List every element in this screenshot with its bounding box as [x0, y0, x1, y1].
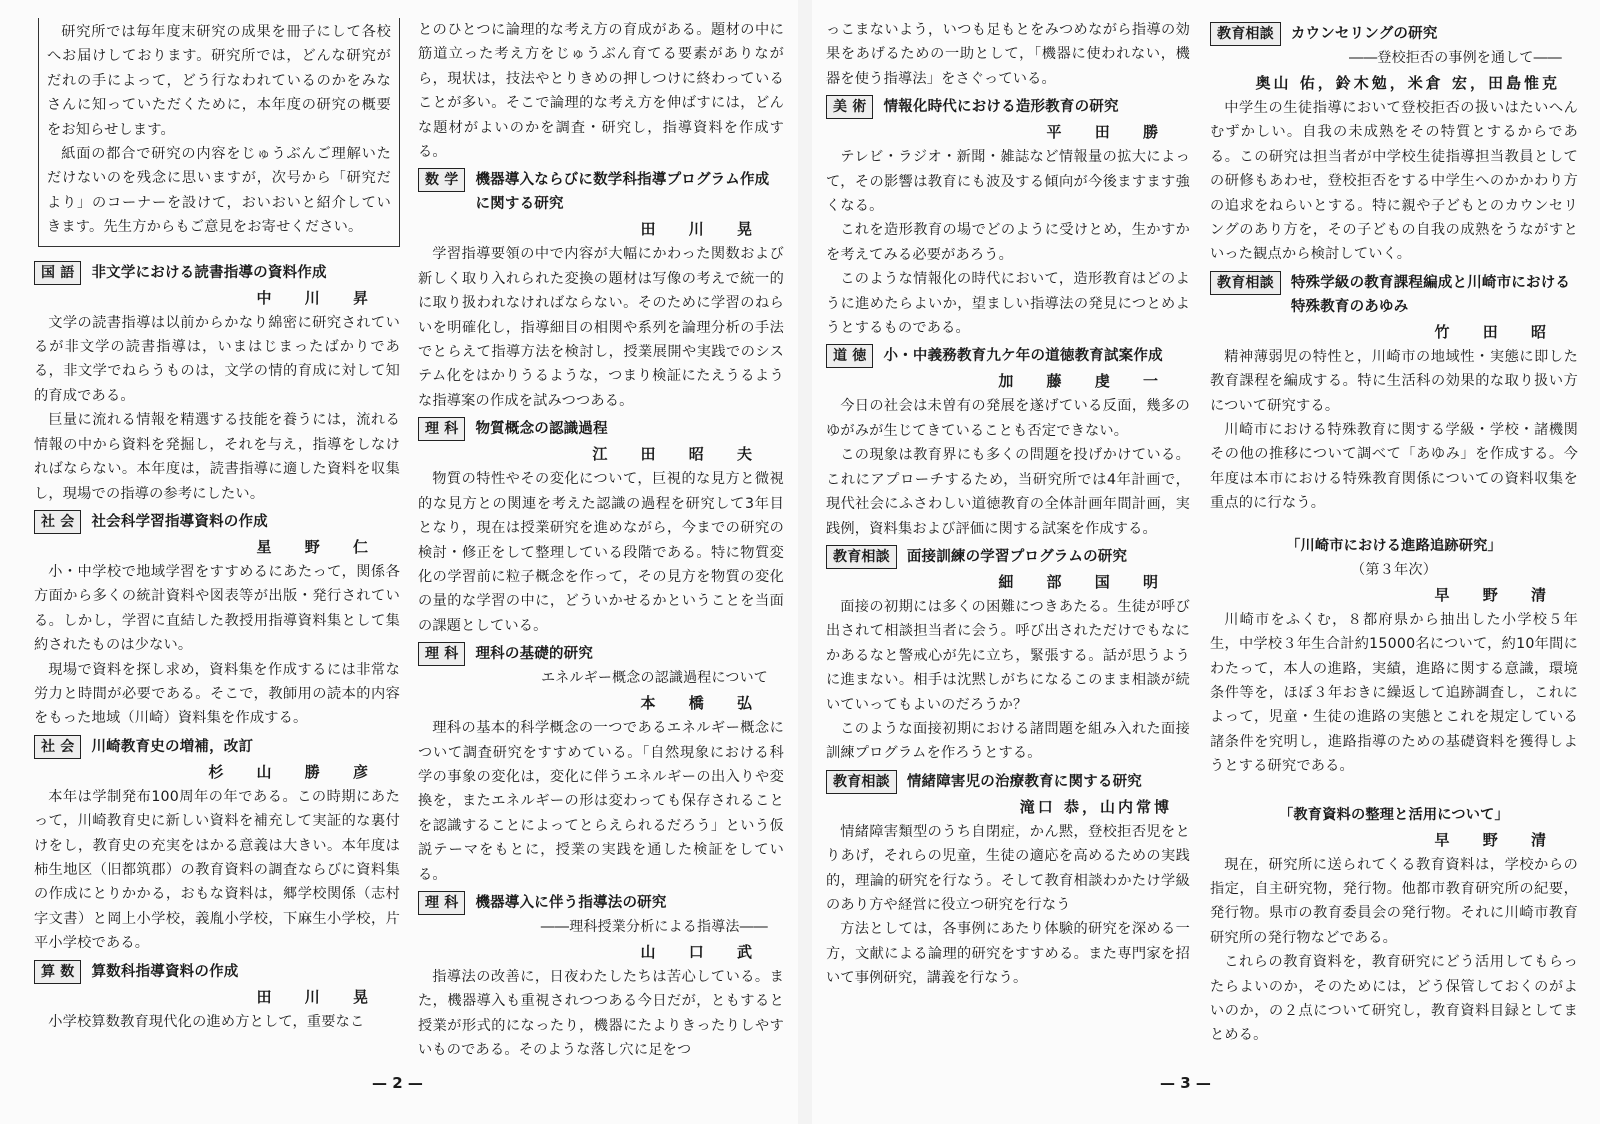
article-author: 田 川 晃	[640, 220, 766, 239]
article-author: 星 野 仁	[256, 537, 382, 556]
article-paragraph: 精神薄弱児の特性と，川崎市の地域性・実態に即した教育課程を編成する。特に生活科の効果的な取り扱い方について研究する。	[1210, 348, 1578, 414]
special-report-title: 「教育資料の整理と活用について」	[1279, 806, 1509, 823]
subject-tag: 理 科	[418, 417, 465, 441]
article-paragraph: 小・中学校で地域学習をすすめるにあたって，関係各方面から多くの統計資料や図表等が出版・発行されている。しかし，学習に直結した教授用指導資料集として集約されたものは少ない。	[34, 563, 400, 654]
page-number: — 2 —	[372, 1074, 423, 1092]
article	[418, 168, 784, 413]
subject-tag: 美 術	[826, 95, 873, 119]
subject-tag: 算 数	[34, 960, 81, 984]
article-title: 情緒障害児の治療教育に関する研究	[906, 773, 1143, 790]
article-title: 面接訓練の学習プログラムの研究	[906, 548, 1128, 565]
article-paragraph: 方法としては，各事例にあたり体験的研究を深める一方，文献による論理的研究をすすめる。また専門家を招いて事例研究，講義を行なう。	[826, 921, 1190, 987]
article-paragraph: これらの教育資料を，教育研究にどう活用してもらったらよいのか，そのためには，どう保管しておくのがよいのか，の２点について研究し，教育資料目録としてまとめる。	[1210, 954, 1578, 1044]
article-title: 小・中義務教育九ケ年の道徳教育試案作成	[883, 348, 1163, 365]
subject-tag: 理 科	[418, 642, 465, 666]
article-paragraph: 指導法の改善に，日夜わたしたちは苦心している。また，機器導入も重視されつつある今日だが，ともすると授業が形式的になったり，機器にたよりきったりしやすいものである。そのような落し穴に足をつ	[418, 968, 784, 1059]
article	[418, 417, 784, 638]
subject-tag: 国 語	[34, 261, 81, 285]
article-subtitle: エネルギー概念の認識過程について	[541, 670, 768, 687]
article-header	[1210, 22, 1578, 46]
article-title: カウンセリングの研究	[1290, 26, 1438, 42]
article-author: 竹 田 昭	[1434, 322, 1560, 341]
article-paragraph: 現在，研究所に送られてくる教育資料は，学校からの指定，自主研究物，発行物。他都市教育研究所の紀要，発行物。県市の教育委員会の発行物。それに川崎市教育研究所の発行物などである。	[1210, 856, 1578, 946]
page2-column-1	[34, 18, 400, 1034]
article-author: 早 野 清	[1434, 830, 1560, 849]
article-paragraph: 学習指導要領の中で内容が大幅にかわった関数および新しく取り入れられた変換の題材は写像の考えで統一的に取り扱われなければならない。そのために学習のねらいを明確化し，指導細目の相関や系列を論理分析の手法でとらえて指導方法を検討し，授業展開や実践でのシステム化をはかりうるような，つまり検証にたえうるような指導案の作成を試みつつある。	[418, 246, 784, 409]
subject-tag: 教育相談	[1210, 22, 1281, 46]
page3-column-2	[1210, 18, 1578, 1048]
article	[34, 261, 400, 506]
article-paragraph: 理科の基本的科学概念の一つであるエネルギー概念について調査研究をすすめている。「自然現象における科学の事象の変化は，変化に伴うエネルギーの出入りや変換を，またエネルギーの形は変わっても保存されることを認識することによってとらえられるだろう」という仮説テーマをもとに，授業の実践を通した検証をしている。	[418, 720, 784, 883]
article-paragraph: 小学校算数教育現代化の進め方として，重要なこ	[48, 1013, 365, 1030]
subject-tag: 数 学	[418, 168, 465, 192]
article-title: 理科の基礎的研究	[475, 646, 594, 663]
article	[826, 770, 1190, 991]
subject-tag: 教育相談	[826, 545, 897, 569]
article	[826, 344, 1190, 540]
article-list	[826, 95, 1190, 990]
article-paragraph: 本年は学制発布100周年の年である。この時期にあたって，川崎教育史に新しい資料を補充して実証的な裏付けをし，教育史の充実をはかる意義は大きい。本年度は柿生地区（旧都筑郡）の教育資料の調査ならびに資料集の作成にとりかかる，おもな資料は，郷学校関係（志村字文書）と岡上小学校，義胤小学校，下麻生小学校，片平小学校である。	[34, 788, 400, 952]
article-title: 情報化時代における造形教育の研究	[883, 99, 1119, 116]
article-title: 機器導入ならびに数学科指導プログラム作成に関する研究	[475, 172, 770, 213]
article	[1210, 271, 1578, 516]
article-header	[418, 891, 784, 915]
article-title: 算数科指導資料の作成	[91, 963, 239, 980]
article-author: 加 藤 虔 一	[998, 372, 1172, 391]
article-paragraph: 面接の初期には多くの困難につきあたる。生徒が呼び出されて相談担当者に会う。呼び出されただけでもなにかあるなと警戒心が先に立ち，緊張する。話が思うように進まない。相手は沈黙しがちになるこのまま相談が続いていってもよいのだろうか？	[826, 598, 1190, 713]
article-header	[826, 95, 1190, 119]
article-author: 杉 山 勝 彦	[208, 762, 382, 781]
article-paragraph: テレビ・ラジオ・新聞・雑誌など情報量の拡大によって，その影響は教育にも波及する傾向が今後ますます強くなる。	[826, 149, 1190, 215]
article-paragraph: 巨量に流れる情報を精選する技能を養うには，流れる情報の中から資料を発掘し，それを与え，指導をしなければならない。本年度は，読書指導に適した資料を収集し，現場での指導の参考にしたい。	[34, 412, 400, 502]
article	[34, 960, 400, 1034]
subject-tag: 教育相談	[826, 770, 897, 794]
article-paragraph: 現場で資料を探し求め，資料集を作成するには非常な労力と時間が必要である。そこで，教師用の読本的内容をもった地域（川崎）資料集を作成する。	[34, 661, 400, 727]
article-paragraph: このような面接初期における諸問題を組み入れた面接訓練プログラムを作ろうとする。	[826, 720, 1190, 762]
article-paragraph: 文学の読書指導は以前からかなり綿密に研究されているが非文学の読書指導は，いまはじまったばかりである，非文学でねらうものは，文学の情的育成に対して知的育成である。	[34, 314, 400, 404]
article	[418, 891, 784, 1063]
article-paragraph: このような情報化の時代において，造形教育はどのように進めたらよいか，望ましい指導法の発見につとめようとするものである。	[826, 271, 1190, 337]
special-report-title: 「川崎市における進路追跡研究」	[1286, 537, 1502, 554]
page-gutter	[798, 0, 812, 1124]
subject-tag: 理 科	[418, 891, 465, 915]
article-author: 山 口 武	[640, 942, 766, 961]
subject-tag: 教育相談	[1210, 271, 1281, 295]
article-author: 平 田 勝	[1046, 123, 1172, 142]
article-title: 機器導入に伴う指導法の研究	[475, 894, 667, 911]
article-header	[34, 510, 400, 534]
intro-paragraph: 研究所では毎年度末研究の成果を冊子にして各校へお届けしております。研究所では，どんな研究がだれの手によって，どう行なわれているのかをみなさんに知っていただくために，本年度の研究の概要をお知らせします。	[47, 24, 391, 138]
article-list	[34, 261, 400, 1034]
article-header	[1210, 271, 1578, 319]
article	[34, 510, 400, 731]
page-number: — 3 —	[1160, 1074, 1211, 1092]
article-header	[418, 168, 784, 216]
article-paragraph: 情緒障害類型のうち自閉症，かん黙，登校拒否児をとりあげ，それらの児童，生徒の適応を高めるための実践的，理論的研究を行なう。そして教育相談わかたけ学級のあり方や経営に役立つ研究を行なう	[826, 823, 1190, 913]
continued-text: とのひとつに論理的な考え方の育成がある。題材の中に筋道立った考え方をじゅうぶん育てる要素がありながら，現状は，技法やとりきめの押しつけに終わっていることが多い。そこで論理的な考え方を伸ばすには，どんな題材がよいのかを調査・研究し，指導資料を作成する。	[418, 22, 784, 161]
subject-tag: 社 会	[34, 735, 81, 759]
article-subtitle: ――登校拒否の事例を通して――	[1349, 50, 1562, 66]
page2-column-2	[418, 18, 784, 1063]
article-author: 奥山 佑，鈴木勉，米倉 宏，田島惟克	[1255, 74, 1560, 92]
article-paragraph: 中学生の生徒指導において登校拒否の扱いはたいへんむずかしい。自我の未成熟をその特質とするからである。この研究は担当者が中学校生徒指導担当教員としての研修もあわせ，登校拒否をする中学生へのかかわり方の追求をねらいとする。特に親や子どもとのカウンセリングのあり方を，その子どもの自我の成熟をうながすといった観点から検討していく。	[1210, 100, 1578, 263]
article-author: 滝口 恭，山内常博	[1019, 797, 1172, 816]
subject-tag: 社 会	[34, 510, 81, 534]
article-author: 本 橋 弘	[640, 694, 766, 713]
subject-tag: 道 徳	[826, 344, 873, 368]
article-header	[34, 261, 400, 285]
article	[826, 95, 1190, 340]
article-author: 田 川 晃	[256, 987, 382, 1006]
article-header	[826, 770, 1190, 794]
intro-box	[38, 18, 400, 247]
article	[418, 642, 784, 887]
article	[1210, 22, 1578, 267]
article-paragraph: 川崎市における特殊教育に関する学級・学校・諸機関その他の推移について調べて「あゆみ」を作成する。今年度は本市における特殊教育関係についての資料収集を重点的に行なう。	[1210, 422, 1578, 512]
article-header	[34, 735, 400, 759]
article-title: 社会科学習指導資料の作成	[91, 513, 268, 530]
article-paragraph: これを造形教育の場でどのように受けとめ，生かすかを考えてみる必要があろう。	[826, 222, 1190, 263]
article-author: 江 田 昭 夫	[592, 445, 766, 464]
article-title: 川崎教育史の増補，改訂	[91, 738, 254, 755]
article-author: 細 部 国 明	[998, 572, 1172, 591]
article-paragraph: 今日の社会は未曽有の発展を遂げている反面，幾多のゆがみが生じてきていることも否定できない。	[826, 398, 1190, 439]
continued-text: っこまないよう，いつも足もとをみつめながら指導の効果をあげるための一助として，「機器に使われない，機器を使う指導法」をさぐっている。	[826, 22, 1190, 87]
article-header	[826, 344, 1190, 368]
article-paragraph: 物質の特性やその変化について，巨視的な見方と微視的な見方との関連を考えた認識の過程を研究して3年目となり，現在は授業研究を進めながら，今までの研究の検討・修正をして整理している段階である。特に物質変化の学習前に粒子概念を作って，その見方を物質の変化の量的な学習の中に，どういかせるかということを当面の課題としている。	[418, 471, 784, 634]
article	[826, 545, 1190, 766]
article-list	[418, 168, 784, 1062]
article-list	[1210, 22, 1578, 516]
article-title: 非文学における読書指導の資料作成	[91, 264, 327, 281]
intro-paragraph: 紙面の都合で研究の内容をじゅうぶんご理解いただけないのを残念に思いますが，次号から「研究だより」のコーナーを設けて，おいおいと紹介していきます。先生方からもご意見をお寄せください。	[47, 146, 391, 236]
article-header	[418, 417, 784, 441]
article-paragraph: この現象は教育界にも多くの問題を投げかけている。これにアプローチするため，当研究所では4年計画で，現代社会にふさわしい道徳教育の全体計画年間計画，実践例，資料集および評価に関する試案を作成する。	[826, 447, 1190, 537]
article-title: 物質概念の認識過程	[475, 421, 608, 438]
article-title: 特殊学級の教育課程編成と川崎市における特殊教育のあゆみ	[1290, 274, 1571, 315]
article	[34, 735, 400, 956]
article-paragraph: 川崎市をふくむ，８都府県から抽出した小学校５年生，中学校３年生合計約15000名について，約10年間にわたって，本人の進路，実績，進路に関する意識，環境条件等を，ほぼ３年おきに繰返して追跡調査し，これによって，児童・生徒の進路の実態とこれを規定している諸条件を究明し，進路指導のための基礎資料を獲得しようとする研究である。	[1210, 611, 1578, 775]
article-header	[34, 960, 400, 984]
article-author: 中 川 昇	[256, 288, 382, 307]
article-subtitle: ――理科授業分析による指導法――	[540, 918, 768, 935]
special-report-subtitle: （第３年次）	[1350, 561, 1438, 578]
article-header	[418, 642, 784, 666]
article-header	[826, 545, 1190, 569]
article-author: 早 野 清	[1434, 585, 1560, 604]
page3-column-1	[826, 18, 1190, 991]
